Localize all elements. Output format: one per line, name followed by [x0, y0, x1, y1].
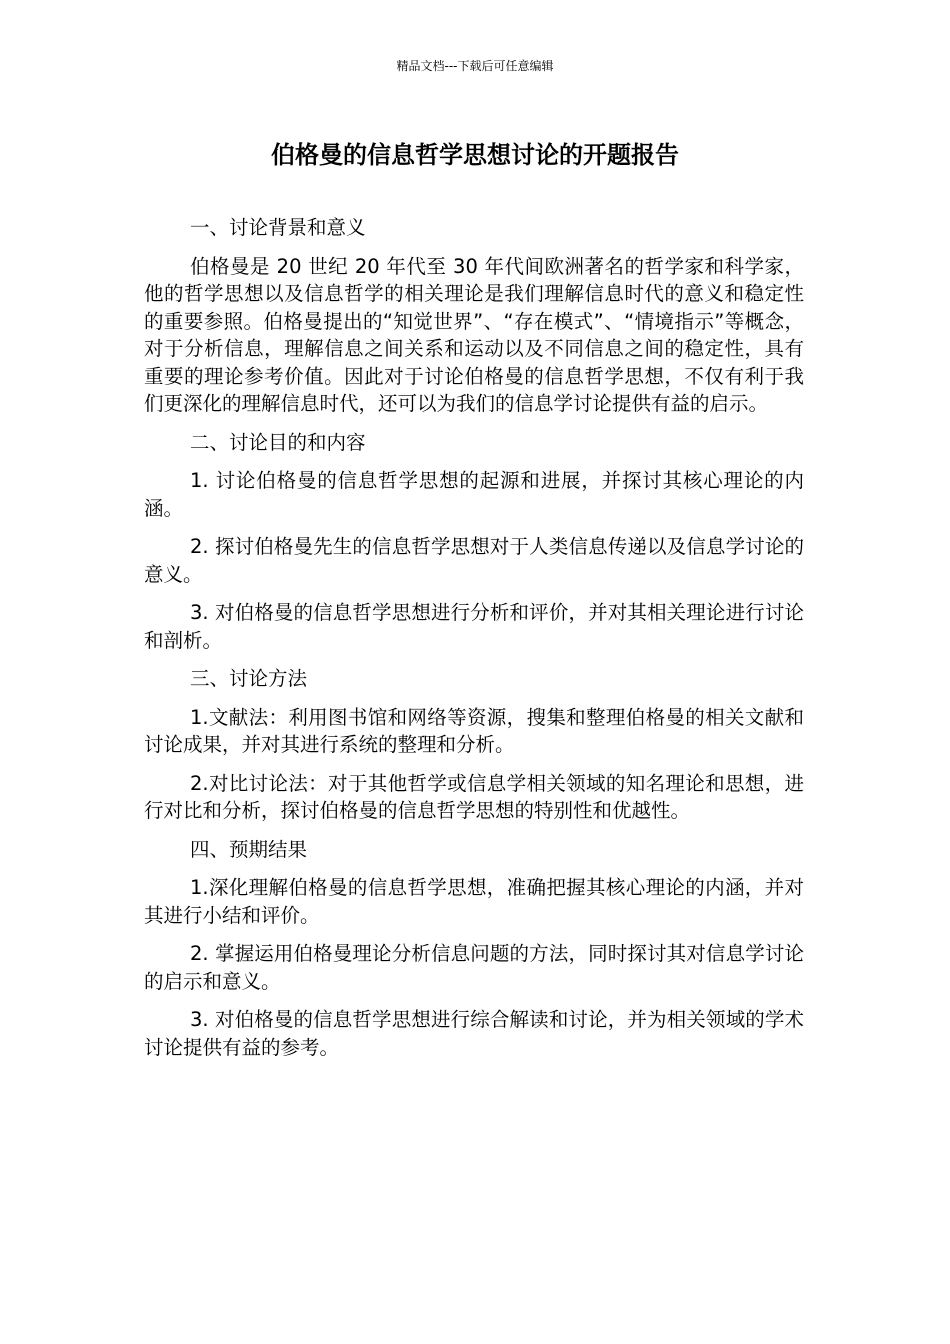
result-item-1: 1.深化理解伯格曼的信息哲学思想，准确把握其核心理论的内涵，并对其进行小结和评价。 — [144, 876, 804, 927]
objective-item-3: 3. 对伯格曼的信息哲学思想进行分析和评价，并对其相关理论进行讨论和剖析。 — [144, 601, 804, 652]
method-item-2: 2.对比讨论法：对于其他哲学或信息学相关领域的知名理论和思想，进行对比和分析，探讨伯格曼的信息哲学思想的特别性和优越性。 — [144, 771, 804, 822]
header-note: 精品文档---下载后可任意编辑 — [396, 59, 554, 73]
document-body — [144, 214, 804, 1072]
section-heading-background: 一、讨论背景和意义 — [190, 216, 366, 239]
objective-item-2: 2. 探讨伯格曼先生的信息哲学思想对于人类信息传递以及信息学讨论的意义。 — [144, 535, 804, 586]
objective-item-1: 1. 讨论伯格曼的信息哲学思想的起源和进展，并探讨其核心理论的内涵。 — [144, 469, 804, 520]
section-heading-methods: 三、讨论方法 — [190, 667, 308, 690]
method-item-1: 1.文献法：利用图书馆和网络等资源，搜集和整理伯格曼的相关文献和讨论成果，并对其进行系统的整理和分析。 — [144, 705, 804, 756]
section-heading-objectives: 二、讨论目的和内容 — [190, 430, 366, 454]
section-heading-expected-results: 四、预期结果 — [190, 837, 308, 861]
document-title: 伯格曼的信息哲学思想讨论的开题报告 — [271, 141, 679, 169]
result-item-2: 2. 掌握运用伯格曼理论分析信息问题的方法，同时探讨其对信息学讨论的启示和意义。 — [144, 942, 804, 993]
background-paragraph: 伯格曼是 20 世纪 20 年代至 30 年代间欧洲著名的哲学家和科学家，他的哲学思想以及信息哲学的相关理论是我们理解信息时代的意义和稳定性的重要参照。伯格曼提出的“知觉世界”、“存在模式”、“情境指示”等概念，对于分析信息，理解信息之间关系和运动以及不同信息之间的稳定性，具有重要的理论参考价值。因此对于讨论伯格曼的信息哲学思想，不仅有利于我们更深化的理解信息时代，还可以为我们的信息学讨论提供有益的启示。 — [144, 254, 804, 415]
result-item-3: 3. 对伯格曼的信息哲学思想进行综合解读和讨论，并为相关领域的学术讨论提供有益的参考。 — [144, 1008, 804, 1059]
